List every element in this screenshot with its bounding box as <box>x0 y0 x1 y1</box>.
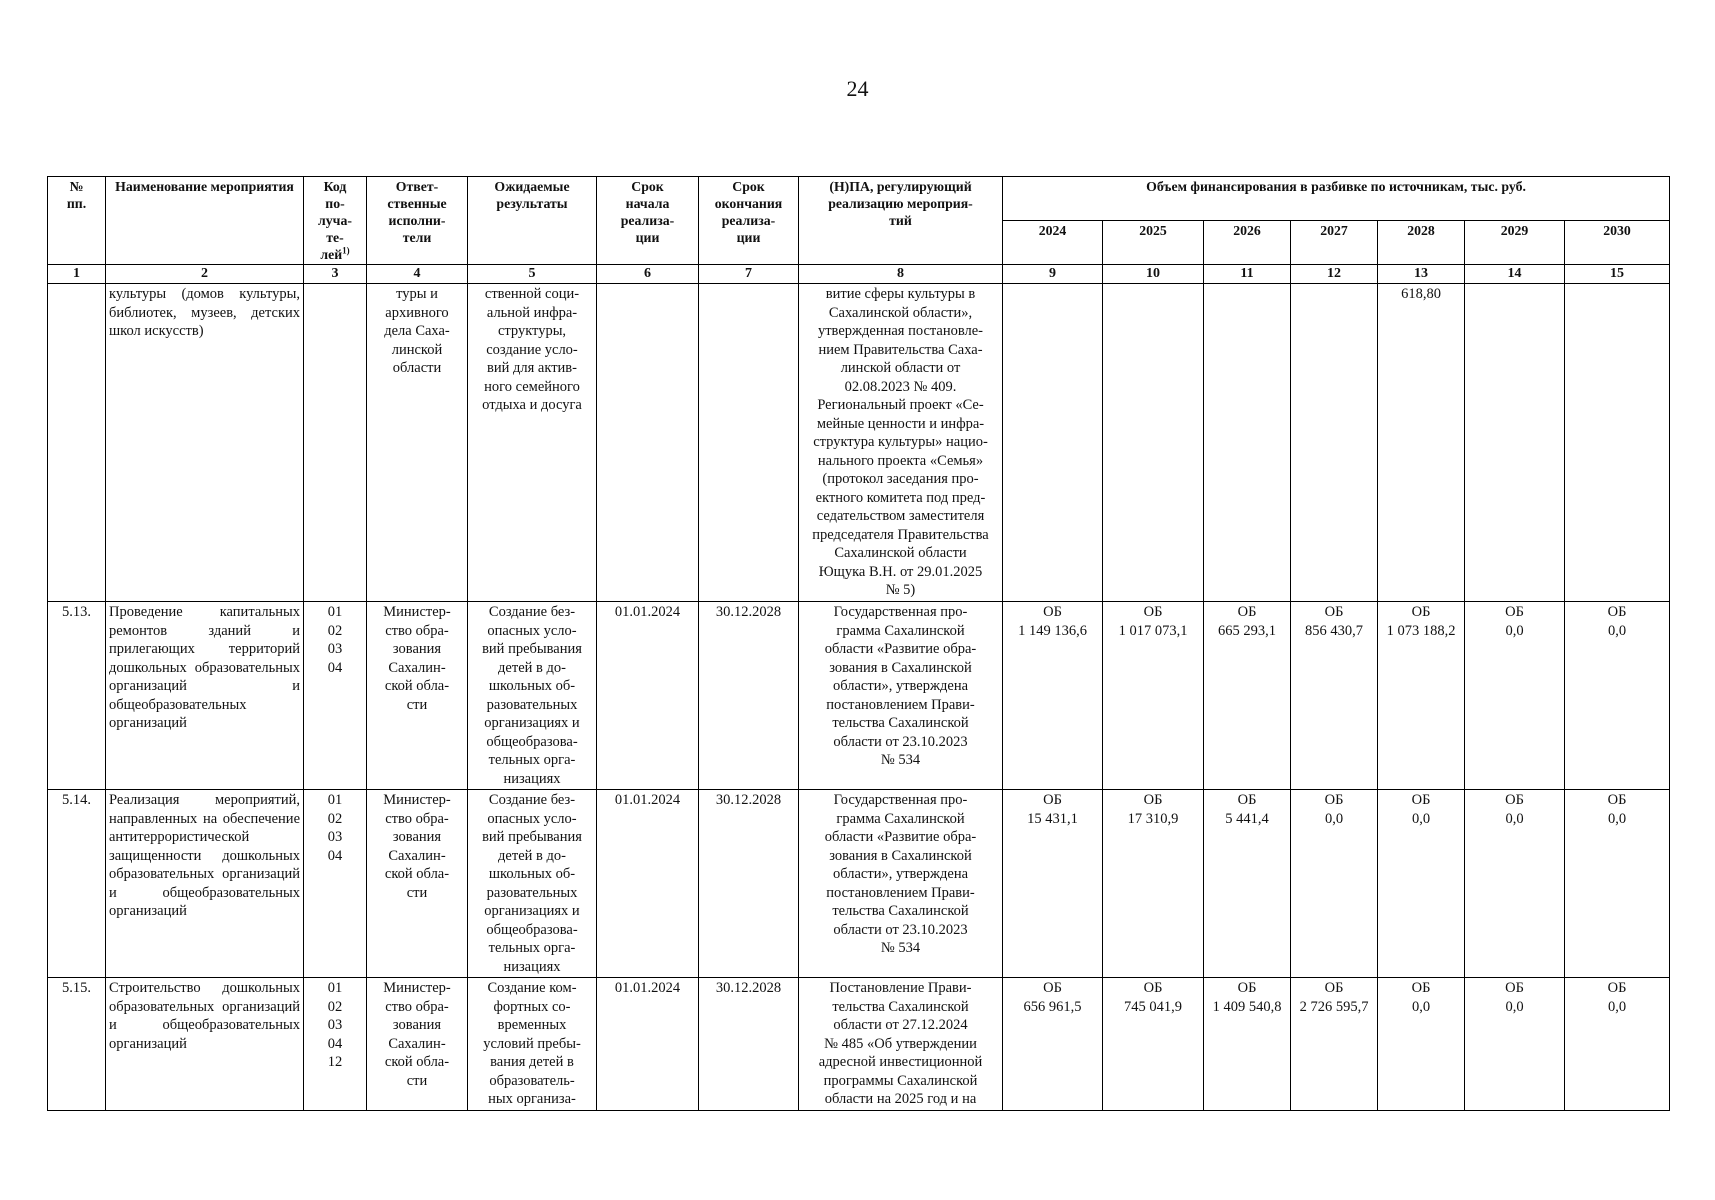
expected-results: Создание ком- фортных со- временных условий пребы- вания детей в образователь- ных организа- <box>468 978 597 1111</box>
header-year: 2026 <box>1204 221 1291 265</box>
funding-cell: ОБ 0,0 <box>1565 790 1670 978</box>
funding-cell: ОБ 2 726 595,7 <box>1291 978 1378 1111</box>
column-number: 7 <box>699 265 799 284</box>
activity-name: культуры (домов культуры, библиотек, музеев, детских школ искусств) <box>106 284 304 602</box>
header-end: Срок окончания реализа- ции <box>699 177 799 265</box>
header-name: Наименование мероприятия <box>106 177 304 265</box>
funding-cell: ОБ 1 409 540,8 <box>1204 978 1291 1111</box>
funding-cell: 618,80 <box>1378 284 1465 602</box>
funding-cell: ОБ 0,0 <box>1378 790 1465 978</box>
row-number: 5.14. <box>48 790 106 978</box>
header-npa: (Н)ПА, регулирующий реализацию мероприя- тий <box>799 177 1003 265</box>
funding-cell: ОБ 856 430,7 <box>1291 602 1378 790</box>
funding-cell <box>1291 284 1378 602</box>
expected-results: Создание без- опасных усло- вий пребывания детей в до- школьных об- разовательных организациях и общеобразова- тельных орга- низациях <box>468 790 597 978</box>
recipient-codes: 01 02 03 04 <box>304 602 367 790</box>
activities-table <box>47 176 1670 1111</box>
table-row <box>48 978 1670 1111</box>
column-number: 13 <box>1378 265 1465 284</box>
funding-cell <box>1465 284 1565 602</box>
column-number: 1 <box>48 265 106 284</box>
header-executors: Ответ- ственные исполни- тели <box>367 177 468 265</box>
header-year: 2025 <box>1103 221 1204 265</box>
header-year: 2029 <box>1465 221 1565 265</box>
executors: Министер- ство обра- зования Сахалин- ской обла- сти <box>367 602 468 790</box>
start-date: 01.01.2024 <box>597 602 699 790</box>
recipient-codes: 01 02 03 04 <box>304 790 367 978</box>
table-row <box>48 602 1670 790</box>
funding-cell: ОБ 0,0 <box>1465 602 1565 790</box>
column-number: 15 <box>1565 265 1670 284</box>
column-number-row <box>48 265 1670 284</box>
funding-cell: ОБ 0,0 <box>1465 978 1565 1111</box>
column-number: 2 <box>106 265 304 284</box>
funding-cell: ОБ 745 041,9 <box>1103 978 1204 1111</box>
header-no: № пп. <box>48 177 106 265</box>
funding-cell <box>1003 284 1103 602</box>
header-year: 2028 <box>1378 221 1465 265</box>
header-results: Ожидаемые результаты <box>468 177 597 265</box>
funding-cell: ОБ 0,0 <box>1465 790 1565 978</box>
header-year: 2027 <box>1291 221 1378 265</box>
column-number: 12 <box>1291 265 1378 284</box>
header-code-text: Код по- луча- те- лей <box>318 179 352 262</box>
end-date: 30.12.2028 <box>699 602 799 790</box>
row-number <box>48 284 106 602</box>
funding-cell: ОБ 0,0 <box>1565 978 1670 1111</box>
column-number: 5 <box>468 265 597 284</box>
column-number: 11 <box>1204 265 1291 284</box>
funding-cell: ОБ 665 293,1 <box>1204 602 1291 790</box>
header-start: Срок начала реализа- ции <box>597 177 699 265</box>
expected-results: ственной соци- альной инфра- структуры, создание усло- вий для актив- ного семейного отдыха и досуга <box>468 284 597 602</box>
end-date: 30.12.2028 <box>699 790 799 978</box>
recipient-codes: 01 02 03 04 12 <box>304 978 367 1111</box>
column-number: 6 <box>597 265 699 284</box>
page-number: 24 <box>846 76 869 101</box>
funding-cell: ОБ 1 017 073,1 <box>1103 602 1204 790</box>
regulation: витие сферы культуры в Сахалинской области», утвержденная постановле- нием Правительства Саха- линской области от 02.08.2023 № 409. Региональный проект «Се- мейные ценности и инфра- структура культуры» нацио- нального проекта «Семья» (протокол заседания про- ектного комитета под пред- седательством заместителя председателя Правительства Сахалинской области Ющука В.Н. от 29.01.2025 № 5) <box>799 284 1003 602</box>
header-funding: Объем финансирования в разбивке по источникам, тыс. руб. <box>1003 177 1670 221</box>
funding-cell: ОБ 0,0 <box>1378 978 1465 1111</box>
regulation: Государственная про- грамма Сахалинской области «Развитие обра- зования в Сахалинской области», утверждена постановлением Прави- тельства Сахалинской области от 23.10.2023 № 534 <box>799 602 1003 790</box>
funding-cell: ОБ 5 441,4 <box>1204 790 1291 978</box>
row-number: 5.13. <box>48 602 106 790</box>
activity-name: Проведение капитальных ремонтов зданий и прилегающих территорий дошкольных образовательных организаций и общеобразовательных организаций <box>106 602 304 790</box>
funding-cell: ОБ 17 310,9 <box>1103 790 1204 978</box>
funding-cell: ОБ 0,0 <box>1291 790 1378 978</box>
column-number: 14 <box>1465 265 1565 284</box>
recipient-codes <box>304 284 367 602</box>
table-row <box>48 790 1670 978</box>
row-number: 5.15. <box>48 978 106 1111</box>
column-number: 10 <box>1103 265 1204 284</box>
header-row <box>48 177 1670 221</box>
expected-results: Создание без- опасных усло- вий пребывания детей в до- школьных об- разовательных организациях и общеобразова- тельных орга- низациях <box>468 602 597 790</box>
column-number: 9 <box>1003 265 1103 284</box>
regulation: Государственная про- грамма Сахалинской области «Развитие обра- зования в Сахалинской области», утверждена постановлением Прави- тельства Сахалинской области от 23.10.2023 № 534 <box>799 790 1003 978</box>
start-date <box>597 284 699 602</box>
executors: туры и архивного дела Саха- линской области <box>367 284 468 602</box>
funding-cell: ОБ 1 073 188,2 <box>1378 602 1465 790</box>
column-number: 4 <box>367 265 468 284</box>
header-code <box>304 177 367 265</box>
funding-cell: ОБ 0,0 <box>1565 602 1670 790</box>
executors: Министер- ство обра- зования Сахалин- ской обла- сти <box>367 790 468 978</box>
column-number: 8 <box>799 265 1003 284</box>
end-date <box>699 284 799 602</box>
activity-name: Реализация мероприятий, направленных на обеспечение антитеррористической защищенности дошкольных образовательных организаций и общеобразовательных организаций <box>106 790 304 978</box>
header-year: 2024 <box>1003 221 1103 265</box>
start-date: 01.01.2024 <box>597 978 699 1111</box>
funding-cell: ОБ 1 149 136,6 <box>1003 602 1103 790</box>
funding-cell: ОБ 656 961,5 <box>1003 978 1103 1111</box>
header-code-footnote: 1) <box>342 245 350 256</box>
funding-cell <box>1204 284 1291 602</box>
start-date: 01.01.2024 <box>597 790 699 978</box>
column-number: 3 <box>304 265 367 284</box>
funding-cell: ОБ 15 431,1 <box>1003 790 1103 978</box>
regulation: Постановление Прави- тельства Сахалинской области от 27.12.2024 № 485 «Об утверждении адресной инвестиционной программы Сахалинской области на 2025 год и на <box>799 978 1003 1111</box>
activity-name: Строительство дошкольных образовательных организаций и общеобразовательных организаций <box>106 978 304 1111</box>
funding-cell <box>1565 284 1670 602</box>
executors: Министер- ство обра- зования Сахалин- ской обла- сти <box>367 978 468 1111</box>
table-row <box>48 284 1670 602</box>
header-year: 2030 <box>1565 221 1670 265</box>
end-date: 30.12.2028 <box>699 978 799 1111</box>
funding-cell <box>1103 284 1204 602</box>
